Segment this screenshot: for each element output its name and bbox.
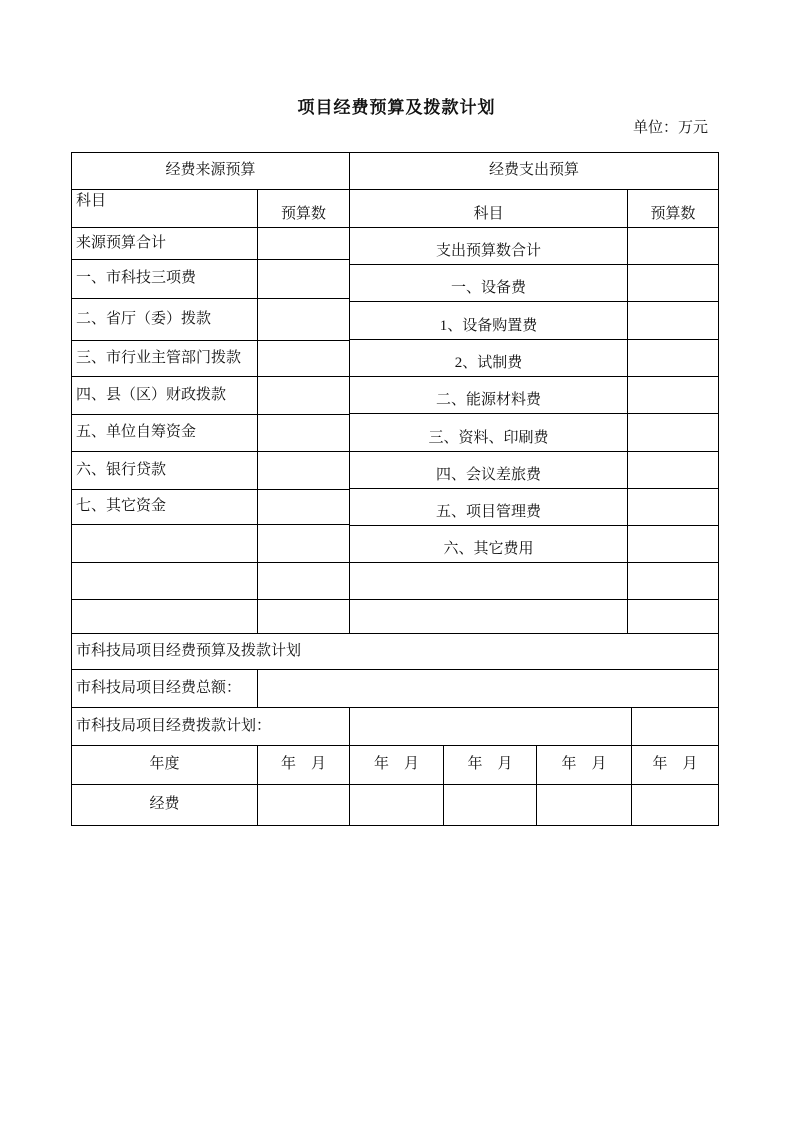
bureau-plan-title: 市科技局项目经费预算及拨款计划 [76,642,302,659]
source-row-label: 二、省厅（委）拨款 [72,299,258,340]
expense-row-value [628,302,718,339]
source-row-label [72,525,258,562]
table-row [350,228,718,265]
source-row-value [258,600,350,633]
source-subject-header: 科目 [72,190,258,227]
table-row [350,563,718,600]
total-amount-row [72,670,718,708]
page-title: 项目经费预算及拨款计划 [297,98,496,117]
expense-row-label: 二、能源材料费 [350,377,628,413]
fund-value-cell [258,785,350,825]
table-row [350,489,718,526]
expense-subject-header: 科目 [350,190,628,227]
fund-value-cell [444,785,537,825]
budget-table [71,152,719,826]
source-row-label [72,600,258,633]
table-row [350,526,718,563]
schedule-row [72,708,718,746]
table-row [350,414,718,452]
table-row [72,452,350,490]
table-row [72,415,350,452]
year-row [72,746,718,785]
schedule-extra-value [632,708,718,745]
bureau-plan-title-row [72,633,718,670]
expense-row-label: 四、会议差旅费 [350,452,628,488]
source-row-value [258,341,350,376]
table-body [72,190,718,633]
source-row-value [258,452,350,489]
expense-row-value [628,489,718,525]
source-row-label: 来源预算合计 [72,228,258,259]
table-row [350,452,718,489]
fund-value-cell [537,785,632,825]
expense-row-label: 五、项目管理费 [350,489,628,525]
source-row-label: 七、其它资金 [72,490,258,524]
expense-row-label: 六、其它费用 [350,526,628,562]
year-month-cell: 年 月 [258,746,350,784]
expense-row-label [350,563,628,599]
expense-row-value [628,526,718,562]
expense-section-header: 经费支出预算 [488,162,579,179]
expense-row-value [628,265,718,301]
table-row [72,260,350,299]
fund-row-label: 经费 [72,785,258,825]
table-row [72,377,350,415]
expense-row-label: 2、试制费 [350,340,628,376]
expense-row-value [628,452,718,488]
expense-row-label: 三、资料、印刷费 [350,414,628,451]
table-row [350,302,718,340]
source-row-label: 六、银行贷款 [72,452,258,489]
expense-row-value [628,414,718,451]
expense-row-value [628,377,718,413]
source-row-value [258,228,350,259]
source-row-value [258,563,350,599]
source-row-label: 一、市科技三项费 [72,260,258,298]
year-month-cell: 年 月 [444,746,537,784]
table-row [72,563,350,600]
expense-subtable [350,190,718,633]
schedule-value [350,708,632,745]
expense-row-value [628,340,718,376]
schedule-label: 市科技局项目经费拨款计划： [72,708,350,745]
unit-label: 单位：万元 [632,120,708,136]
total-amount-value [258,670,718,707]
expense-column-header-row [350,190,718,228]
table-row [350,377,718,414]
table-row [72,490,350,525]
year-month-cell: 年 月 [537,746,632,784]
table-row [350,340,718,377]
source-row-label [72,563,258,599]
table-row [72,525,350,563]
fund-value-cell [632,785,718,825]
source-row-value [258,377,350,414]
source-subtable [72,190,350,633]
total-amount-label: 市科技局项目经费总额： [72,670,258,707]
source-budget-header: 预算数 [258,190,350,227]
table-row [72,228,350,260]
table-row [72,341,350,377]
source-row-value [258,415,350,451]
source-row-label: 四、县（区）财政拨款 [72,377,258,414]
fund-value-cell [350,785,444,825]
source-column-header-row [72,190,350,228]
source-row-label: 三、市行业主管部门拨款 [72,341,258,376]
year-month-cell: 年 月 [350,746,444,784]
expense-budget-header: 预算数 [650,205,696,222]
table-row [350,600,718,633]
source-row-value [258,260,350,298]
expense-row-value [628,563,718,599]
source-section-header: 经费来源预算 [72,153,350,189]
source-row-value [258,490,350,524]
table-row [350,265,718,302]
year-row-label: 年度 [72,746,258,784]
fund-row [72,785,718,825]
expense-row-label: 一、设备费 [350,265,628,301]
expense-row-label: 支出预算数合计 [350,228,628,264]
table-row [72,299,350,341]
expense-row-value [628,600,718,633]
expense-row-label [350,600,628,633]
expense-row-value [628,228,718,264]
expense-row-label: 1、设备购置费 [350,302,628,339]
year-month-cell: 年 月 [652,756,698,773]
source-row-value [258,299,350,340]
table-row [72,600,350,633]
source-row-label: 五、单位自筹资金 [72,415,258,451]
section-header-row [72,153,718,190]
source-row-value [258,525,350,562]
